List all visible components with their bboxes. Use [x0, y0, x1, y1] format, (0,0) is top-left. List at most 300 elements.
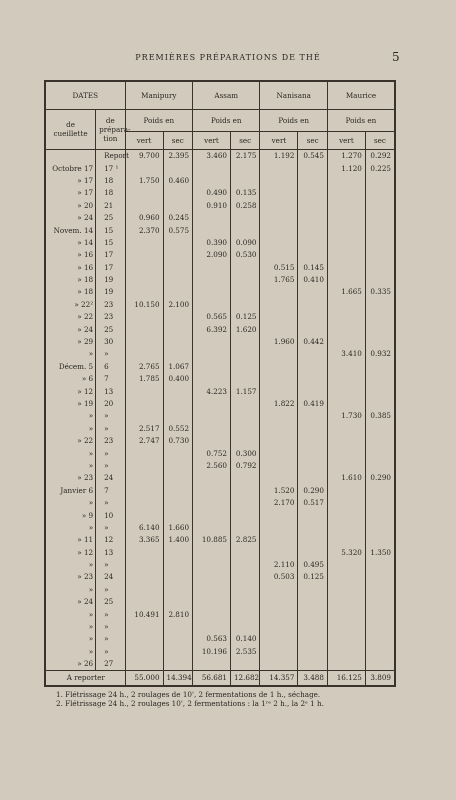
weight-cell: 1.520	[260, 484, 298, 496]
table-row	[45, 434, 395, 446]
weight-cell	[365, 199, 395, 211]
weight-cell	[125, 286, 163, 298]
weight-cell	[260, 620, 298, 632]
weight-cell	[327, 360, 365, 372]
weight-cell	[298, 658, 328, 671]
preparation-date-cell: 7	[96, 484, 126, 496]
weight-cell	[230, 509, 260, 521]
total-cell: 3.488	[298, 670, 328, 686]
weight-cell: 3.460	[193, 149, 231, 162]
weight-cell	[365, 385, 395, 397]
weight-cell	[193, 273, 231, 285]
table-row	[45, 484, 395, 496]
weight-cell	[298, 385, 328, 397]
weight-cell	[298, 211, 328, 223]
weight-cell	[298, 596, 328, 608]
total-cell: 14.394	[163, 670, 193, 686]
cueillette-date-cell: » 20	[45, 199, 96, 211]
weight-cell: 1.610	[327, 472, 365, 484]
preparation-date-cell: 17 ¹	[96, 162, 126, 174]
preparation-date-cell: »	[96, 459, 126, 471]
weight-cell	[298, 534, 328, 546]
weight-cell	[298, 583, 328, 595]
weight-cell	[163, 397, 193, 409]
weight-cell	[365, 459, 395, 471]
weight-cell: 1.822	[260, 397, 298, 409]
preparation-date-cell: »	[96, 447, 126, 459]
weight-cell: 2.765	[125, 360, 163, 372]
total-cell: 14.357	[260, 670, 298, 686]
vert-header: vert	[260, 131, 298, 149]
preparation-date-cell: 15	[96, 236, 126, 248]
table-body	[45, 149, 395, 670]
table-row	[45, 608, 395, 620]
weight-cell: 4.223	[193, 385, 231, 397]
weight-cell	[260, 645, 298, 657]
weight-cell	[298, 459, 328, 471]
weight-cell	[193, 546, 231, 558]
weight-cell: 2.090	[193, 249, 231, 261]
weight-cell	[163, 335, 193, 347]
weight-cell	[260, 199, 298, 211]
weight-cell	[193, 162, 231, 174]
weight-cell: 1.067	[163, 360, 193, 372]
weight-cell	[193, 558, 231, 570]
cueillette-date-cell: »	[45, 608, 96, 620]
table-row	[45, 149, 395, 162]
weight-cell	[327, 571, 365, 583]
weight-cell	[163, 645, 193, 657]
weight-cell	[260, 521, 298, 533]
weight-cell	[365, 335, 395, 347]
weight-cell	[298, 187, 328, 199]
weight-cell	[260, 311, 298, 323]
weight-cell	[260, 174, 298, 186]
preparation-date-cell: 24	[96, 571, 126, 583]
weight-cell	[163, 261, 193, 273]
weight-cell	[327, 249, 365, 261]
weight-cell	[365, 434, 395, 446]
weight-cell	[365, 373, 395, 385]
weight-cell	[125, 273, 163, 285]
table-row	[45, 249, 395, 261]
preparation-date-cell: »	[96, 521, 126, 533]
sec-header: sec	[230, 131, 260, 149]
weight-cell	[298, 608, 328, 620]
footnote: 2. Flétrissage 24 h., 2 roulages 10', 2 fermentations : la 1ʳᵉ 2 h., la 2ᵉ 1 h.	[56, 699, 324, 708]
cueillette-date-cell	[45, 149, 96, 162]
weight-cell: 0.300	[230, 447, 260, 459]
weight-cell	[298, 521, 328, 533]
weight-cell	[230, 608, 260, 620]
footnote: 1. Flétrissage 24 h., 2 roulages de 10', 2 fermentations de 1 h., séchage.	[56, 690, 321, 699]
weight-cell	[260, 298, 298, 310]
weight-cell	[163, 633, 193, 645]
weight-cell	[125, 558, 163, 570]
table-row	[45, 558, 395, 570]
weight-cell: 0.292	[365, 149, 395, 162]
weight-cell: 0.290	[298, 484, 328, 496]
weight-cell: 6.392	[193, 323, 231, 335]
weight-cell: 10.491	[125, 608, 163, 620]
weight-cell	[260, 422, 298, 434]
weight-cell: 0.225	[365, 162, 395, 174]
weight-cell	[260, 249, 298, 261]
weight-cell	[365, 645, 395, 657]
table-row	[45, 298, 395, 310]
weight-cell	[260, 286, 298, 298]
weight-cell	[260, 211, 298, 223]
cueillette-date-cell: » 22	[45, 434, 96, 446]
table-row	[45, 348, 395, 360]
weight-cell	[327, 608, 365, 620]
cueillette-date-cell: »	[45, 633, 96, 645]
cueillette-date-cell: »	[45, 496, 96, 508]
tea-header-maurice: Maurice	[327, 81, 395, 109]
weight-cell	[327, 211, 365, 223]
preparation-date-cell: 17	[96, 249, 126, 261]
weight-cell	[125, 249, 163, 261]
weight-cell: 1.750	[125, 174, 163, 186]
weight-cell	[163, 583, 193, 595]
weight-cell: 0.730	[163, 434, 193, 446]
table-row	[45, 199, 395, 211]
preparation-date-cell: »	[96, 348, 126, 360]
weight-cell: 1.620	[230, 323, 260, 335]
weight-cell	[125, 546, 163, 558]
weight-cell	[365, 620, 395, 632]
weight-cell	[298, 422, 328, 434]
preparation-date-cell: »	[96, 410, 126, 422]
weight-cell	[193, 261, 231, 273]
weight-cell: 0.752	[193, 447, 231, 459]
sec-header: sec	[365, 131, 395, 149]
weight-cell	[230, 596, 260, 608]
weight-cell: 0.545	[298, 149, 328, 162]
weight-cell: 0.335	[365, 286, 395, 298]
weight-cell	[260, 633, 298, 645]
weight-cell: 0.090	[230, 236, 260, 248]
running-title: PREMIÈRES PRÉPARATIONS DE THÉ	[135, 53, 321, 62]
weight-cell	[260, 608, 298, 620]
weight-cell: 2.535	[230, 645, 260, 657]
weight-cell	[193, 496, 231, 508]
weight-cell	[327, 236, 365, 248]
weight-cell	[193, 360, 231, 372]
preparation-date-cell: 25	[96, 323, 126, 335]
preparation-date-cell: Report	[96, 149, 126, 162]
preparation-date-cell: 21	[96, 199, 126, 211]
weight-cell	[260, 546, 298, 558]
tea-header-assam: Assam	[193, 81, 260, 109]
preparation-date-cell: 12	[96, 534, 126, 546]
weight-cell	[125, 620, 163, 632]
weight-cell: 0.495	[298, 558, 328, 570]
tea-preparation-table	[44, 80, 396, 687]
table-row	[45, 373, 395, 385]
weight-cell	[163, 459, 193, 471]
weight-cell	[365, 484, 395, 496]
weight-cell: 0.442	[298, 335, 328, 347]
weight-cell	[193, 211, 231, 223]
cueillette-date-cell: » 29	[45, 335, 96, 347]
weight-cell	[298, 546, 328, 558]
weight-cell: 0.125	[230, 311, 260, 323]
weight-cell: 2.110	[260, 558, 298, 570]
weight-cell	[193, 174, 231, 186]
weight-cell	[298, 249, 328, 261]
weight-cell	[125, 509, 163, 521]
weight-cell	[298, 360, 328, 372]
preparation-date-cell: »	[96, 583, 126, 595]
weight-cell: 2.170	[260, 496, 298, 508]
weight-cell: 2.517	[125, 422, 163, 434]
cueillette-date-cell: Janvier 6	[45, 484, 96, 496]
weight-cell: 1.730	[327, 410, 365, 422]
preparation-date-cell: 25	[96, 211, 126, 223]
cueillette-date-cell: »	[45, 459, 96, 471]
weight-cell	[327, 645, 365, 657]
weight-cell	[298, 472, 328, 484]
weight-cell	[327, 373, 365, 385]
weight-cell	[193, 348, 231, 360]
weight-cell	[327, 447, 365, 459]
weight-cell	[125, 187, 163, 199]
preparation-date-cell: »	[96, 608, 126, 620]
weight-cell	[327, 596, 365, 608]
weight-cell	[327, 484, 365, 496]
weight-cell	[125, 385, 163, 397]
weight-cell	[298, 199, 328, 211]
weight-cell: 1.270	[327, 149, 365, 162]
cueillette-date-cell: » 18	[45, 273, 96, 285]
preparation-date-cell: 13	[96, 385, 126, 397]
weight-cell	[260, 583, 298, 595]
weight-cell	[298, 434, 328, 446]
weight-cell	[298, 311, 328, 323]
weight-cell	[193, 571, 231, 583]
weight-cell	[298, 410, 328, 422]
weight-cell	[327, 633, 365, 645]
weight-cell	[125, 496, 163, 508]
weight-cell	[327, 583, 365, 595]
cueillette-date-cell: » 23	[45, 571, 96, 583]
cueillette-date-cell: »	[45, 558, 96, 570]
weight-cell	[230, 521, 260, 533]
cueillette-date-cell: » 24	[45, 323, 96, 335]
weight-cell	[327, 224, 365, 236]
total-cell: 16.125	[327, 670, 365, 686]
weight-cell	[327, 261, 365, 273]
weight-cell	[365, 571, 395, 583]
weight-cell	[193, 658, 231, 671]
weight-cell	[260, 348, 298, 360]
preparation-date-cell: 6	[96, 360, 126, 372]
total-label: A reporter	[45, 670, 125, 686]
table-row	[45, 645, 395, 657]
weight-cell	[365, 658, 395, 671]
weight-cell	[260, 509, 298, 521]
table-row	[45, 410, 395, 422]
weight-cell	[125, 658, 163, 671]
weight-cell	[327, 298, 365, 310]
weight-cell	[327, 422, 365, 434]
weight-cell	[260, 236, 298, 248]
weight-cell	[230, 211, 260, 223]
table-row	[45, 620, 395, 632]
weight-cell	[193, 484, 231, 496]
weight-cell	[193, 298, 231, 310]
footnotes	[56, 690, 324, 708]
weight-cell	[163, 311, 193, 323]
weight-cell: 2.175	[230, 149, 260, 162]
weight-cell	[327, 273, 365, 285]
cueillette-date-cell: »	[45, 645, 96, 657]
preparation-date-cell: »	[96, 620, 126, 632]
weight-cell	[193, 620, 231, 632]
preparation-date-cell: »	[96, 558, 126, 570]
weight-cell	[260, 360, 298, 372]
weight-cell: 9.700	[125, 149, 163, 162]
total-cell: 55.000	[125, 670, 163, 686]
weight-cell	[260, 162, 298, 174]
weight-cell	[125, 447, 163, 459]
weight-cell	[230, 422, 260, 434]
weight-cell	[125, 410, 163, 422]
cueillette-date-cell: » 11	[45, 534, 96, 546]
weight-cell	[125, 571, 163, 583]
cueillette-date-cell: » 16	[45, 249, 96, 261]
weight-cell	[230, 224, 260, 236]
weight-cell: 0.490	[193, 187, 231, 199]
weight-cell	[230, 434, 260, 446]
weight-cell	[193, 422, 231, 434]
weight-cell	[193, 335, 231, 347]
preparation-date-cell: 18	[96, 187, 126, 199]
weight-cell	[163, 385, 193, 397]
dates-header: DATES	[45, 81, 125, 109]
weight-cell: 0.419	[298, 397, 328, 409]
preparation-date-cell: 24	[96, 472, 126, 484]
weight-cell	[327, 521, 365, 533]
weight-cell: 1.765	[260, 273, 298, 285]
weight-cell	[193, 397, 231, 409]
weight-cell: 2.825	[230, 534, 260, 546]
total-cell: 3.809	[365, 670, 395, 686]
weight-cell	[163, 348, 193, 360]
cueillette-date-cell: » 6	[45, 373, 96, 385]
weight-cell	[365, 273, 395, 285]
weight-cell	[327, 187, 365, 199]
weight-cell	[260, 224, 298, 236]
weight-cell	[125, 472, 163, 484]
weight-cell	[327, 434, 365, 446]
table-row	[45, 397, 395, 409]
weight-cell	[230, 496, 260, 508]
weight-cell	[298, 645, 328, 657]
cueillette-date-cell: » 19	[45, 397, 96, 409]
weight-cell	[365, 298, 395, 310]
weight-cell: 3.410	[327, 348, 365, 360]
weight-cell	[365, 447, 395, 459]
total-cell: 56.681	[193, 670, 231, 686]
weight-cell	[230, 335, 260, 347]
table-row	[45, 385, 395, 397]
weight-cell	[260, 410, 298, 422]
weight-cell	[260, 658, 298, 671]
weight-cell	[163, 323, 193, 335]
weight-cell: 0.552	[163, 422, 193, 434]
cueillette-date-cell: » 24	[45, 596, 96, 608]
table-row	[45, 187, 395, 199]
cueillette-date-cell: »	[45, 422, 96, 434]
weight-cell	[365, 633, 395, 645]
weight-cell: 2.560	[193, 459, 231, 471]
weight-cell	[365, 323, 395, 335]
weight-cell	[365, 496, 395, 508]
weight-cell: 3.365	[125, 534, 163, 546]
table-row	[45, 459, 395, 471]
cueillette-date-cell: » 22	[45, 311, 96, 323]
weight-cell	[125, 484, 163, 496]
vert-header: vert	[193, 131, 231, 149]
weight-cell	[125, 459, 163, 471]
weight-cell	[163, 620, 193, 632]
weight-cell: 0.960	[125, 211, 163, 223]
weight-cell	[230, 360, 260, 372]
weight-cell: 2.395	[163, 149, 193, 162]
weight-cell	[260, 534, 298, 546]
weight-cell	[365, 261, 395, 273]
weight-cell	[125, 261, 163, 273]
preparation-date-cell: 17	[96, 261, 126, 273]
weight-cell	[193, 286, 231, 298]
preparation-date-cell: 15	[96, 224, 126, 236]
weight-cell	[163, 273, 193, 285]
weight-cell	[163, 658, 193, 671]
weight-cell	[230, 410, 260, 422]
weight-cell: 1.120	[327, 162, 365, 174]
weight-cell	[260, 434, 298, 446]
weight-cell	[193, 472, 231, 484]
weight-cell	[163, 546, 193, 558]
weight-cell	[298, 323, 328, 335]
weight-cell	[163, 236, 193, 248]
weight-cell	[193, 608, 231, 620]
table-row	[45, 422, 395, 434]
table-row	[45, 534, 395, 546]
table-row	[45, 224, 395, 236]
weight-cell: 0.385	[365, 410, 395, 422]
weight-cell	[298, 509, 328, 521]
preparation-date-cell: »	[96, 645, 126, 657]
weight-cell	[298, 162, 328, 174]
weight-cell	[230, 373, 260, 385]
weight-cell	[230, 571, 260, 583]
weight-cell: 0.792	[230, 459, 260, 471]
table-row	[45, 335, 395, 347]
weight-cell	[327, 385, 365, 397]
preparation-date-cell: 23	[96, 311, 126, 323]
weight-cell	[163, 162, 193, 174]
preparation-date-cell: »	[96, 633, 126, 645]
table-row	[45, 447, 395, 459]
cueillette-date-cell: Octobre 17	[45, 162, 96, 174]
weight-cell	[230, 286, 260, 298]
weight-cell	[365, 224, 395, 236]
weight-cell: 0.258	[230, 199, 260, 211]
weight-cell	[260, 385, 298, 397]
